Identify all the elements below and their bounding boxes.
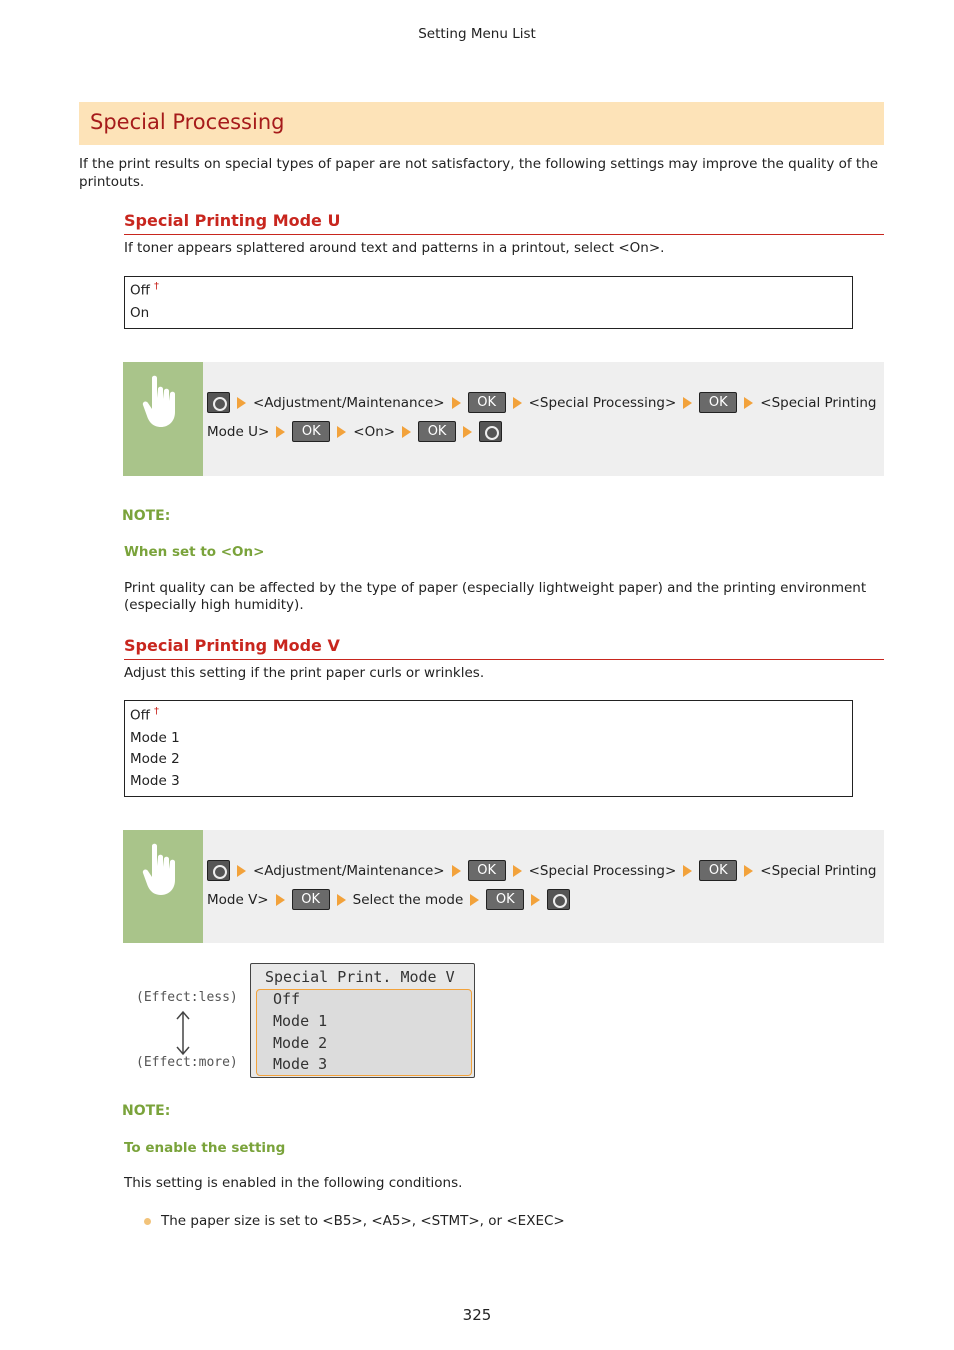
arrow-right-icon (337, 426, 346, 438)
mode-u-options-table (124, 276, 853, 329)
step-mode: <Special Printing (760, 394, 877, 411)
lcd-item: Mode 2 (273, 1034, 328, 1052)
note-subheading: When set to <On> (124, 544, 265, 560)
mode-v-operation-band (123, 830, 884, 943)
section-intro: If the print results on special types of paper are not satisfactory, the following settings may improve the quality of the printouts. (79, 156, 879, 190)
mode-u-title: Special Printing Mode U (124, 211, 341, 230)
ok-button-icon: OK (468, 860, 506, 881)
arrow-right-icon (276, 426, 285, 438)
mode-u-desc: If toner appears splattered around text and patterns in a printout, select <On>. (124, 240, 665, 256)
lcd-item: Mode 3 (273, 1055, 328, 1073)
step-special-processing: <Special Processing> (528, 862, 677, 879)
option-row: On (130, 305, 150, 321)
note-heading: NOTE: (122, 1103, 171, 1119)
menu-button-icon (207, 392, 230, 413)
lcd-item: Off (273, 990, 301, 1008)
lcd-item: Mode 1 (273, 1012, 328, 1030)
ok-button-icon: OK (468, 392, 506, 413)
option-row: Mode 3 (130, 773, 180, 789)
menu-button-icon (547, 889, 570, 910)
arrow-right-icon (744, 865, 753, 877)
arrow-right-icon (452, 865, 461, 877)
step-mode-cont: Mode V> (207, 891, 269, 908)
ok-button-icon: OK (699, 392, 737, 413)
hand-pointer-icon (140, 374, 184, 430)
page-number: 325 (462, 1306, 492, 1324)
operation-step-line-2 (207, 889, 570, 910)
step-adjustment: <Adjustment/Maintenance> (253, 394, 445, 411)
step-adjustment: <Adjustment/Maintenance> (253, 862, 445, 879)
ok-button-icon: OK (486, 889, 524, 910)
ok-button-icon: OK (292, 889, 330, 910)
hand-pointer-panel (123, 362, 203, 476)
mode-u-rule (124, 234, 884, 235)
operation-step-line-2 (207, 421, 502, 442)
default-marker: † (153, 281, 159, 292)
step-value: <On> (353, 423, 396, 440)
default-marker: † (153, 706, 159, 717)
lcd-screen (250, 963, 475, 1078)
bullet-icon (144, 1218, 151, 1225)
mode-v-desc: Adjust this setting if the print paper curls or wrinkles. (124, 665, 485, 681)
mode-v-options-table (124, 700, 853, 797)
step-special-processing: <Special Processing> (528, 394, 677, 411)
option-row: Mode 2 (130, 751, 180, 767)
arrow-right-icon (744, 397, 753, 409)
arrow-right-icon (463, 426, 472, 438)
option-row (130, 281, 159, 299)
note-heading: NOTE: (122, 508, 171, 524)
option-row: Mode 1 (130, 730, 180, 746)
arrow-right-icon (276, 894, 285, 906)
effect-less-label: (Effect:less) (136, 990, 238, 1005)
section-title: Special Processing (90, 110, 285, 134)
note-subheading: To enable the setting (124, 1140, 286, 1156)
operation-step-line-1 (207, 860, 876, 881)
step-mode: <Special Printing (760, 862, 877, 879)
option-label: Off (130, 707, 150, 724)
double-arrow-icon (174, 1010, 192, 1056)
option-row (130, 706, 159, 724)
note-text: This setting is enabled in the following conditions. (124, 1175, 463, 1191)
arrow-right-icon (470, 894, 479, 906)
mode-v-title: Special Printing Mode V (124, 636, 340, 655)
mode-v-rule (124, 659, 884, 660)
arrow-right-icon (337, 894, 346, 906)
option-label: Off (130, 282, 150, 299)
ok-button-icon: OK (418, 421, 456, 442)
arrow-right-icon (683, 865, 692, 877)
arrow-right-icon (513, 865, 522, 877)
menu-button-icon (207, 860, 230, 881)
hand-pointer-icon (140, 842, 184, 898)
mode-u-operation-band (123, 362, 884, 476)
note-bullet-text: The paper size is set to <B5>, <A5>, <STMT>, or <EXEC> (161, 1213, 565, 1229)
arrow-right-icon (452, 397, 461, 409)
hand-pointer-panel (123, 830, 203, 943)
ok-button-icon: OK (292, 421, 330, 442)
arrow-right-icon (402, 426, 411, 438)
step-value: Select the mode (352, 891, 464, 908)
arrow-right-icon (531, 894, 540, 906)
lcd-title: Special Print. Mode V (265, 968, 455, 986)
operation-step-line-1 (207, 392, 876, 413)
arrow-right-icon (683, 397, 692, 409)
ok-button-icon: OK (699, 860, 737, 881)
step-mode-cont: Mode U> (207, 423, 270, 440)
running-head: Setting Menu List (418, 26, 536, 42)
arrow-right-icon (237, 865, 246, 877)
menu-button-icon (479, 421, 502, 442)
arrow-right-icon (237, 397, 246, 409)
note-text: Print quality can be affected by the type of paper (especially lightweight paper) and the printing environment (especially high humidity). (124, 580, 867, 613)
effect-more-label: (Effect:more) (136, 1055, 238, 1070)
arrow-right-icon (513, 397, 522, 409)
